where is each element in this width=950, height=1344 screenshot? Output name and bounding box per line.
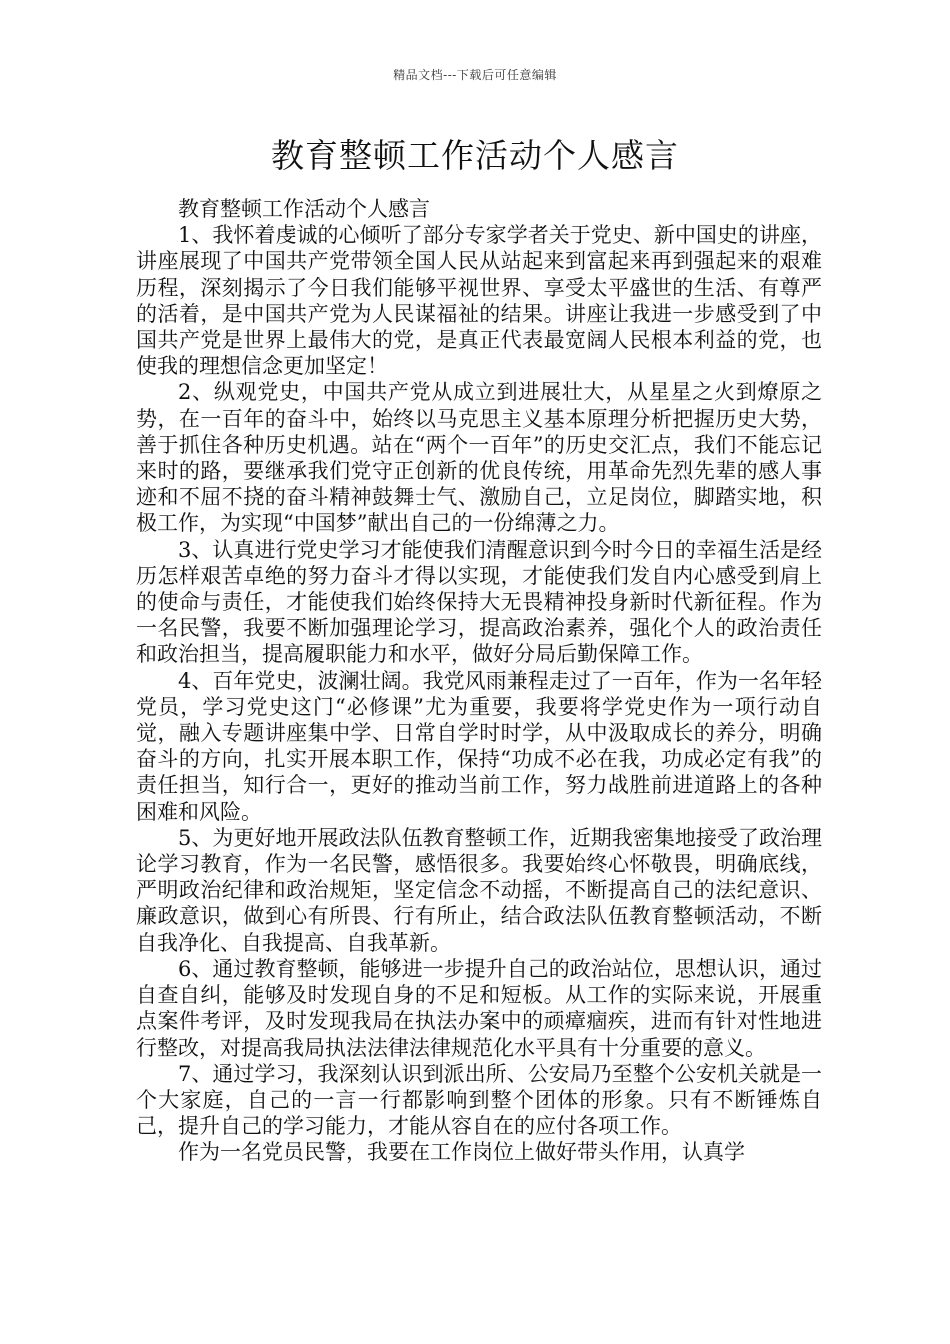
paragraph-4: 4、百年党史，波澜壮阔。我党风雨兼程走过了一百年，作为一名年轻党员，学习党史这门“必修课”尤为重要，我要将学党史作为一项行动自觉，融入专题讲座集中学、日常自学时时学，从中汲取成长的养分，明确奋斗的方向，扎实开展本职工作，保持“功成不必在我，功成必定有我”的责任担当，知行合一，更好的推动当前工作，努力战胜前进道路上的各种困难和风险。 — [136, 668, 822, 824]
paragraph-7: 7、通过学习，我深刻认识到派出所、公安局乃至整个公安机关就是一个大家庭，自己的一言一行都影响到整个团体的形象。只有不断锤炼自己，提升自己的学习能力，才能从容自在的应付各项工作。 — [136, 1061, 822, 1139]
paragraph-6: 6、通过教育整顿，能够进一步提升自己的政治站位，思想认识，通过自查自纠，能够及时发现自身的不足和短板。从工作的实际来说，开展重点案件考评，及时发现我局在执法办案中的顽瘴痼疾，进而有针对性地进行整改，对提高我局执法法律法律规范化水平具有十分重要的意义。 — [136, 956, 822, 1060]
paragraph-5: 5、为更好地开展政法队伍教育整顿工作，近期我密集地接受了政治理论学习教育，作为一名民警，感悟很多。我要始终心怀敬畏，明确底线，严明政治纪律和政治规矩，坚定信念不动摇，不断提高自己的法纪意识、廉政意识，做到心有所畏、行有所止，结合政法队伍教育整顿活动，不断自我净化、自我提高、自我革新。 — [136, 825, 822, 955]
paragraph-1: 1、我怀着虔诚的心倾听了部分专家学者关于党史、新中国史的讲座，讲座展现了中国共产党带领全国人民从站起来到富起来再到强起来的艰难历程，深刻揭示了今日我们能够平视世界、享受太平盛世的生活、有尊严的活着，是中国共产党为人民谋福祉的结果。讲座让我进一步感受到了中国共产党是世界上最伟大的党，是真正代表最宽阔人民根本利益的党，也使我的理想信念更加坚定！ — [136, 223, 822, 379]
paragraph-subtitle: 教育整顿工作活动个人感言 — [178, 197, 430, 221]
document-body — [136, 196, 822, 1166]
paragraph-8: 作为一名党员民警，我要在工作岗位上做好带头作用，认真学 — [178, 1140, 745, 1165]
document-title: 教育整顿工作活动个人感言 — [271, 136, 679, 175]
paragraph-3: 3、认真进行党史学习才能使我们清醒意识到今时今日的幸福生活是经历怎样艰苦卓绝的努力奋斗才得以实现，才能使我们发自内心感受到肩上的使命与责任，才能使我们始终保持大无畏精神投身新时代新征程。作为一名民警，我要不断加强理论学习，提高政治素养，强化个人的政治责任和政治担当，提高履职能力和水平，做好分局后勤保障工作。 — [136, 537, 822, 667]
paragraph-2: 2、纵观党史，中国共产党从成立到进展壮大，从星星之火到燎原之势，在一百年的奋斗中，始终以马克思主义基本原理分析把握历史大势，善于抓住各种历史机遇。站在“两个一百年”的历史交汇点，我们不能忘记来时的路，要继承我们党守正创新的优良传统，用革命先烈先辈的感人事迹和不屈不挠的奋斗精神鼓舞士气、激励自己，立足岗位，脚踏实地，积极工作，为实现“中国梦”献出自己的一份绵薄之力。 — [136, 380, 822, 536]
header-note: 精品文档---下载后可任意编辑 — [393, 68, 557, 82]
